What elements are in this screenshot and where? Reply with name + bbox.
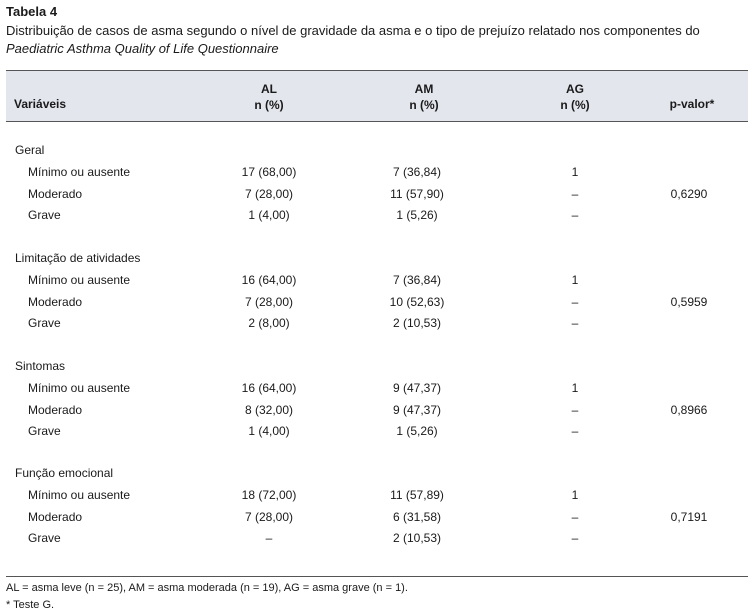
cell-ag: – bbox=[571, 509, 579, 524]
cell-al: 7 (28,00) bbox=[244, 509, 294, 524]
cell-al: 17 (68,00) bbox=[241, 165, 297, 179]
cell-am: 7 (36,84) bbox=[392, 165, 442, 179]
cell-al: – bbox=[265, 531, 273, 545]
cell-ag: 1 bbox=[571, 165, 579, 179]
header-pvalor: p-valor* bbox=[669, 97, 715, 111]
row-label: Mínimo ou ausente bbox=[28, 165, 131, 179]
row-label: Moderado bbox=[28, 509, 83, 524]
cell-ag: – bbox=[571, 531, 579, 545]
row-label: Grave bbox=[28, 208, 61, 222]
cell-ag: 1 bbox=[571, 381, 579, 395]
header-variaveis: Variáveis bbox=[14, 97, 67, 111]
table-title: Tabela 4 bbox=[6, 4, 58, 19]
table-caption bbox=[6, 22, 750, 58]
cell-am: 7 (36,84) bbox=[392, 273, 442, 287]
header-ag-top: AG bbox=[566, 82, 584, 96]
cell-am: 11 (57,90) bbox=[390, 186, 444, 201]
row-label: Moderado bbox=[28, 186, 83, 201]
cell-pvalor: 0,7191 bbox=[670, 509, 708, 524]
cell-al: 8 (32,00) bbox=[244, 402, 294, 417]
cell-am: 9 (47,37) bbox=[392, 381, 442, 395]
header-al-top: AL bbox=[261, 82, 277, 96]
cell-ag: – bbox=[571, 294, 579, 309]
cell-al: 16 (64,00) bbox=[241, 273, 297, 287]
footnote-test: * Teste G. bbox=[6, 599, 55, 611]
cell-ag: – bbox=[571, 186, 579, 201]
caption-text: Distribuição de casos de asma segundo o nível de gravidade da asma e o tipo de prejuízo relatado nos componentes do bbox=[6, 23, 700, 38]
header-am-top: AM bbox=[414, 82, 434, 96]
cell-ag: – bbox=[571, 402, 579, 417]
cell-ag: 1 bbox=[571, 488, 579, 502]
row-label: Mínimo ou ausente bbox=[28, 488, 131, 502]
cell-am: 2 (10,53) bbox=[392, 531, 442, 545]
caption-italic: Paediatric Asthma Quality of Life Questionnaire bbox=[6, 41, 279, 56]
cell-am: 11 (57,89) bbox=[390, 488, 444, 502]
cell-al: 1 (4,00) bbox=[248, 208, 290, 222]
table-bottom-rule bbox=[6, 576, 748, 577]
footnote-abbreviations: AL = asma leve (n = 25), AM = asma moderada (n = 19), AG = asma grave (n = 1). bbox=[6, 582, 408, 594]
cell-al: 7 (28,00) bbox=[244, 294, 294, 309]
row-label: Grave bbox=[28, 316, 61, 330]
cell-ag: – bbox=[571, 208, 579, 222]
row-label: Grave bbox=[28, 424, 61, 438]
group-name: Sintomas bbox=[15, 359, 66, 373]
header-am bbox=[364, 81, 484, 113]
header-al-sub: n (%) bbox=[254, 98, 284, 112]
cell-am: 1 (5,26) bbox=[396, 208, 438, 222]
group-name: Função emocional bbox=[15, 466, 114, 480]
cell-pvalor: 0,8966 bbox=[670, 402, 708, 417]
cell-al: 18 (72,00) bbox=[241, 488, 297, 502]
header-ag bbox=[515, 81, 635, 113]
cell-am: 6 (31,58) bbox=[392, 509, 442, 524]
cell-am: 2 (10,53) bbox=[392, 316, 442, 330]
row-label: Moderado bbox=[28, 402, 83, 417]
cell-pvalor: 0,5959 bbox=[670, 294, 708, 309]
cell-am: 9 (47,37) bbox=[392, 402, 442, 417]
group-name: Geral bbox=[15, 143, 45, 157]
cell-am: 1 (5,26) bbox=[396, 424, 438, 438]
cell-al: 1 (4,00) bbox=[248, 424, 290, 438]
row-label: Grave bbox=[28, 531, 61, 545]
cell-ag: – bbox=[571, 316, 579, 330]
header-al bbox=[209, 81, 329, 113]
row-label: Mínimo ou ausente bbox=[28, 273, 131, 287]
header-am-sub: n (%) bbox=[409, 98, 439, 112]
group-name: Limitação de atividades bbox=[15, 251, 141, 265]
cell-al: 2 (8,00) bbox=[248, 316, 290, 330]
table-header bbox=[6, 70, 748, 122]
row-label: Moderado bbox=[28, 294, 83, 309]
cell-am: 10 (52,63) bbox=[389, 294, 445, 309]
header-ag-sub: n (%) bbox=[560, 98, 590, 112]
cell-ag: 1 bbox=[571, 273, 579, 287]
cell-al: 16 (64,00) bbox=[241, 381, 297, 395]
cell-pvalor: 0,6290 bbox=[670, 186, 708, 201]
cell-al: 7 (28,00) bbox=[244, 186, 294, 201]
cell-ag: – bbox=[571, 424, 579, 438]
row-label: Mínimo ou ausente bbox=[28, 381, 131, 395]
